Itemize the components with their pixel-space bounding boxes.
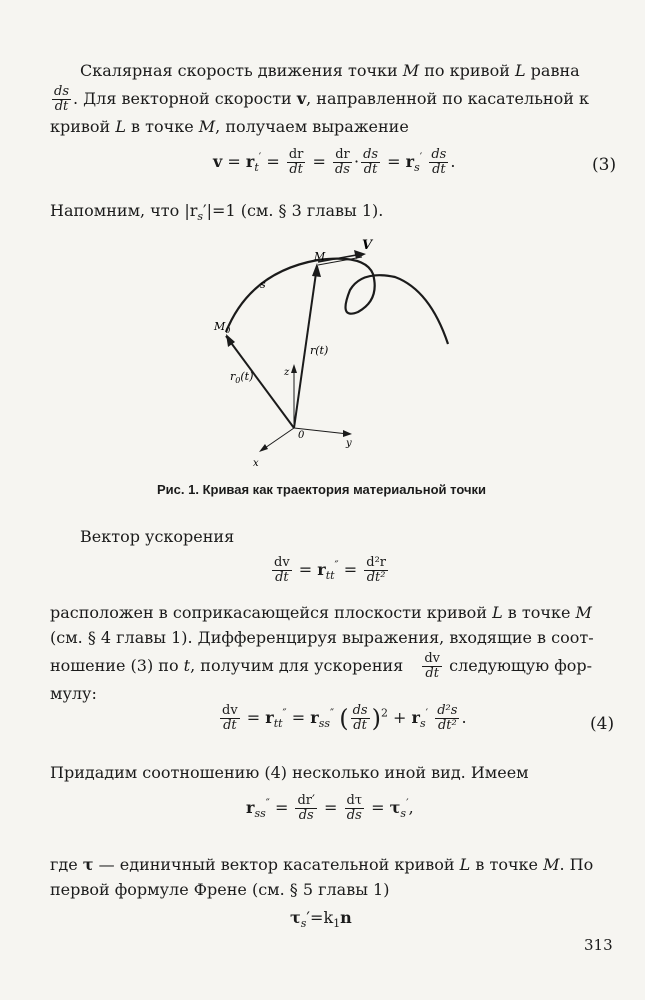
label-x: x xyxy=(253,458,259,469)
symbol-M: M xyxy=(543,855,560,874)
fraction-d2s-dt2: $\frac{\text{d²s}}{\text{dt²}}$ xyxy=(437,703,458,733)
text-line: кривой xyxy=(50,117,111,136)
text-line: Вектор ускорения xyxy=(80,527,235,546)
text-line: — единичный вектор касательной кривой xyxy=(98,855,455,874)
paragraph-scalar-speed xyxy=(50,58,615,139)
symbol-M: M xyxy=(198,117,216,136)
symbol-M: M xyxy=(402,61,420,80)
fraction-ds-dt: $\frac{ds}{dt}$ xyxy=(363,147,379,177)
text-line: Придадим соотношению (4) несколько иной вид. Имеем xyxy=(50,763,529,782)
text-line: Скалярная скорость движения точки xyxy=(80,61,398,80)
label-r-t: r(t) xyxy=(310,344,329,357)
text-line: мулу: xyxy=(50,684,97,703)
text-line: ношение (3) по xyxy=(50,656,179,675)
label-z: z xyxy=(284,367,290,378)
text-line: , направленной по касательной к xyxy=(306,89,589,108)
text-line: в точке xyxy=(475,855,538,874)
symbol-L: L xyxy=(514,61,526,80)
text-line: следующую фор- xyxy=(449,656,593,675)
text-line: в точке xyxy=(507,603,571,622)
equation-4: $\frac{dv}{dt}$ = $r_{tt}'' = r_{ss}''$ ( $\frac{ds}{dt}$ )$^2 + r_s'$ $\frac{\text{d²s}}{\text{dt²}}$ . xyxy=(222,703,467,733)
fraction-dv-dt: $\frac{dv}{dt}$ xyxy=(274,555,290,585)
trajectory-curve xyxy=(226,259,448,344)
trajectory-figure xyxy=(190,232,470,472)
label-r0-t: $r_0(t)$ xyxy=(230,370,254,385)
text-line: в точке xyxy=(131,117,194,136)
label-M0: $M_0$ xyxy=(214,320,231,335)
label-origin: 0 xyxy=(298,430,305,441)
equation-frenet: $\tau_s'=k_1n$ xyxy=(290,908,352,931)
text-line: . Для векторной скорости xyxy=(73,89,292,108)
symbol-tau: τ xyxy=(82,855,94,874)
equation-rss: $r_{ss}''$ = $\frac{dr'}{ds}$ = $\frac{d\tau}{ds}$ = $\tau_s'$, xyxy=(246,793,414,823)
text-line: где xyxy=(50,855,78,874)
text-line: равна xyxy=(530,61,580,80)
fraction-ds-dt: $\frac{ds}{dt}$ xyxy=(431,147,447,177)
fraction-ds-dt: $\frac{ds}{dt}$ xyxy=(54,84,69,114)
x-axis xyxy=(262,428,294,450)
text-line: расположен в соприкасающейся плоскости кривой xyxy=(50,603,487,622)
symbol-L: L xyxy=(492,603,503,622)
x-arrowhead xyxy=(259,444,268,452)
fraction-dr-dt: $\frac{dr}{dt}$ xyxy=(288,147,304,177)
symbol-t: t xyxy=(183,656,191,675)
text-line: Напомним, что |r xyxy=(50,201,198,220)
fraction-dv-dt: $\frac{dv}{dt}$ xyxy=(222,703,238,733)
paragraph-reminder: Напомним, что $|r_s'|=1$ (см. § 3 главы 1). xyxy=(50,201,384,224)
text-line: , получим для ускорения xyxy=(190,656,404,675)
z-arrowhead xyxy=(291,364,297,373)
text-line: (см. § 4 главы 1). Дифференцируя выражения, входящие в соот- xyxy=(50,628,594,647)
paragraph-osculating-plane xyxy=(50,600,615,706)
equation-3: $v = r_t'$ = $\frac{dr}{dt}$ = $\frac{dr}{ds}$ · $\frac{ds}{dt}$ = $r_s'$ $\frac{ds}{dt}$ . xyxy=(213,147,456,177)
text-line: . По xyxy=(559,855,594,874)
text-line: , получаем выражение xyxy=(215,117,409,136)
equation-number-4: (4) xyxy=(590,714,615,734)
text-line: ′|=1 (см. § 3 главы 1). xyxy=(203,201,384,220)
text-line: первой формуле Френе (см. § 5 главы 1) xyxy=(50,880,390,899)
fraction-dv-dt: $\frac{dv}{dt}$ xyxy=(424,651,441,681)
label-s: s xyxy=(260,278,266,291)
equation-acceleration: $\frac{dv}{dt}$ = $r_{tt}''$ = $\frac{\text{d²r}}{\text{dt²}}$ xyxy=(274,555,386,585)
y-arrowhead xyxy=(343,430,352,437)
symbol-L: L xyxy=(115,117,126,136)
fraction-drs-ds: $\frac{dr'}{ds}$ xyxy=(297,793,315,823)
label-V: V xyxy=(362,238,373,253)
text-line: по кривой xyxy=(424,61,510,80)
fraction-dtau-ds: $\frac{d\tau}{ds}$ xyxy=(346,793,363,823)
fraction-dr-ds: $\frac{dr}{ds}$ xyxy=(334,147,350,177)
symbol-M: M xyxy=(575,603,592,622)
symbol-v: v xyxy=(296,89,307,108)
figure-caption: Рис. 1. Кривая как траектория материальной точки xyxy=(157,482,487,497)
paragraph-acceleration-vector xyxy=(50,524,615,549)
fraction-d2r-dt2: $\frac{\text{d²r}}{\text{dt²}}$ xyxy=(366,555,386,585)
paragraph-other-form xyxy=(50,760,615,785)
paragraph-frenet xyxy=(50,852,615,902)
label-M: M xyxy=(314,250,326,263)
equation-number-3: (3) xyxy=(592,155,617,175)
symbol-L: L xyxy=(459,855,471,874)
fraction-ds-dt: $\frac{ds}{dt}$ xyxy=(352,703,368,733)
label-y: y xyxy=(346,438,352,449)
page-number: 313 xyxy=(584,936,613,954)
